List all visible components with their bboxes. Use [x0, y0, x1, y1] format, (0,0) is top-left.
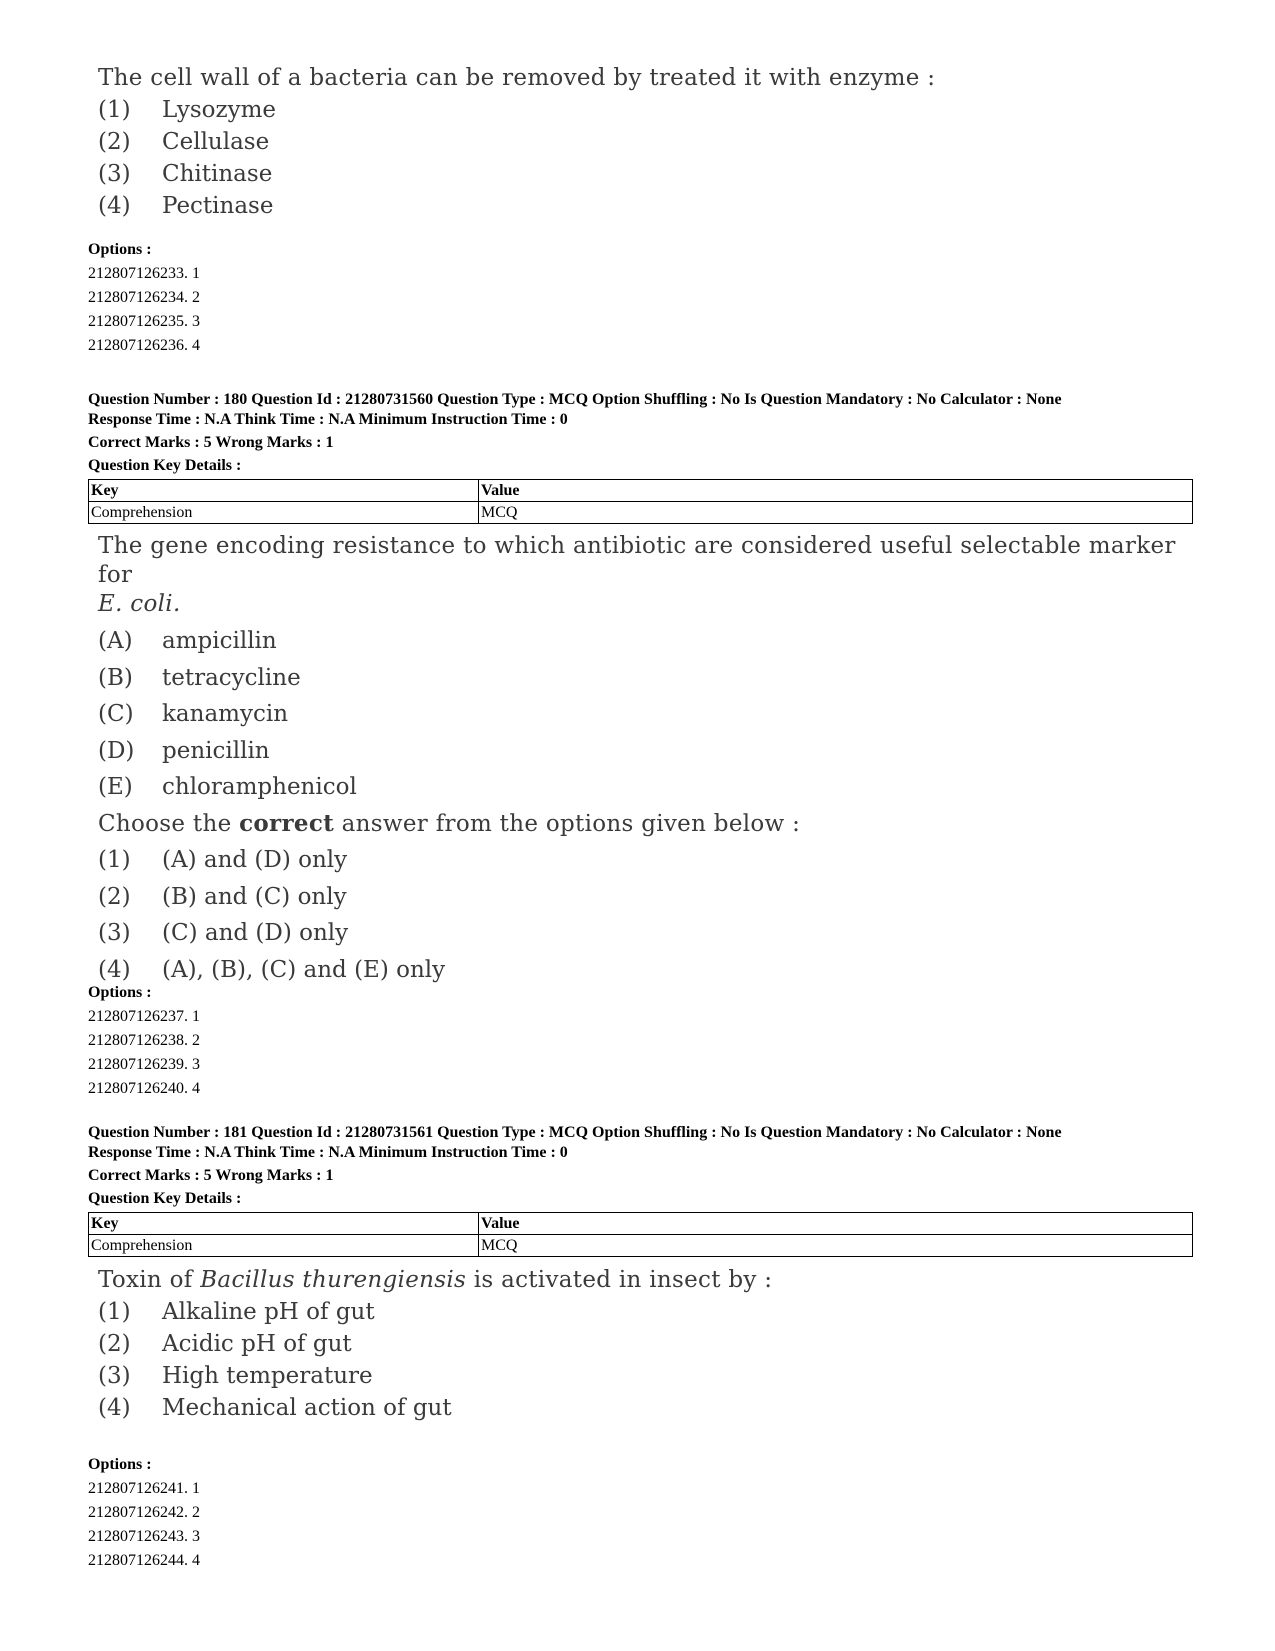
choice: (1) Lysozyme [98, 97, 277, 123]
marks-info: Correct Marks : 5 Wrong Marks : 1 [88, 434, 334, 451]
item-list [98, 623, 1198, 988]
options-list [88, 238, 200, 358]
option-id: 212807126234. 2 [88, 289, 200, 306]
value-cell: MCQ [479, 502, 1193, 524]
question-181-image [98, 1264, 772, 1424]
question-info: Question Number : 180 Question Id : 21280731560 Question Type : MCQ Option Shuffling : No Is Question Mandatory : No Calculator : None [88, 391, 1062, 408]
item: (C) kanamycin [98, 701, 289, 727]
timing-info: Response Time : N.A Think Time : N.A Minimum Instruction Time : 0 [88, 1144, 568, 1161]
key-header: Key [89, 480, 479, 502]
question-181-header [88, 1123, 1062, 1209]
key-details-table [88, 1212, 1193, 1257]
value-header: Value [479, 1213, 1193, 1235]
question-text-italic: E. coli. [98, 591, 181, 617]
key-header: Key [89, 1213, 479, 1235]
choice: (4) Mechanical action of gut [98, 1395, 452, 1421]
item: (A) ampicillin [98, 628, 277, 654]
choice: (4) Pectinase [98, 193, 274, 219]
option-id: 212807126240. 4 [88, 1080, 200, 1097]
key-details-label: Question Key Details : [88, 1190, 242, 1207]
key-cell: Comprehension [89, 1235, 479, 1257]
question-179-image [98, 62, 935, 222]
option-id: 212807126233. 1 [88, 265, 200, 282]
options-title: Options : [88, 984, 152, 1001]
key-details-label: Question Key Details : [88, 457, 242, 474]
key-cell: Comprehension [89, 502, 479, 524]
question-info: Question Number : 181 Question Id : 21280731561 Question Type : MCQ Option Shuffling : No Is Question Mandatory : No Calculator : None [88, 1124, 1062, 1141]
item: (B) tetracycline [98, 664, 301, 691]
choice: (3) (C) and (D) only [98, 920, 349, 946]
option-id: 212807126242. 2 [88, 1504, 200, 1521]
choice: (2) Cellulase [98, 129, 270, 155]
option-id: 212807126235. 3 [88, 313, 200, 330]
option-id: 212807126241. 1 [88, 1480, 200, 1497]
option-id: 212807126239. 3 [88, 1056, 200, 1073]
question-text: Toxin of Bacillus thurengiensis is activated in insect by : [98, 1267, 773, 1293]
choice: (2) Acidic pH of gut [98, 1331, 352, 1357]
option-id: 212807126238. 2 [88, 1032, 200, 1049]
question-180-header [88, 390, 1062, 476]
question-180-image [98, 532, 1198, 988]
question-text: The gene encoding resistance to which antibiotic are considered useful selectable marker for [98, 533, 1176, 588]
options-title: Options : [88, 241, 152, 258]
options-list [88, 981, 200, 1101]
value-cell: MCQ [479, 1235, 1193, 1257]
value-header: Value [479, 480, 1193, 502]
choice: (3) Chitinase [98, 161, 273, 187]
choice: (1) Alkaline pH of gut [98, 1299, 375, 1325]
item: (D) penicillin [98, 737, 270, 764]
option-id: 212807126243. 3 [88, 1528, 200, 1545]
choice: (2) (B) and (C) only [98, 883, 347, 910]
option-id: 212807126236. 4 [88, 337, 200, 354]
choice: (3) High temperature [98, 1363, 373, 1389]
options-list [88, 1453, 200, 1573]
table-header-row [89, 1213, 1193, 1235]
option-id: 212807126244. 4 [88, 1552, 200, 1569]
question-text: The cell wall of a bacteria can be removed by treated it with enzyme : [98, 65, 936, 91]
timing-info: Response Time : N.A Think Time : N.A Minimum Instruction Time : 0 [88, 411, 568, 428]
instruction-text: Choose the correct answer from the options given below : [98, 809, 801, 837]
table-row [89, 1235, 1193, 1257]
choice: (4) (A), (B), (C) and (E) only [98, 956, 446, 983]
item: (E) chloramphenicol [98, 774, 357, 800]
option-id: 212807126237. 1 [88, 1008, 200, 1025]
marks-info: Correct Marks : 5 Wrong Marks : 1 [88, 1167, 334, 1184]
options-title: Options : [88, 1456, 152, 1473]
table-header-row [89, 480, 1193, 502]
table-row [89, 502, 1193, 524]
key-details-table [88, 479, 1193, 524]
choice: (1) (A) and (D) only [98, 847, 348, 873]
